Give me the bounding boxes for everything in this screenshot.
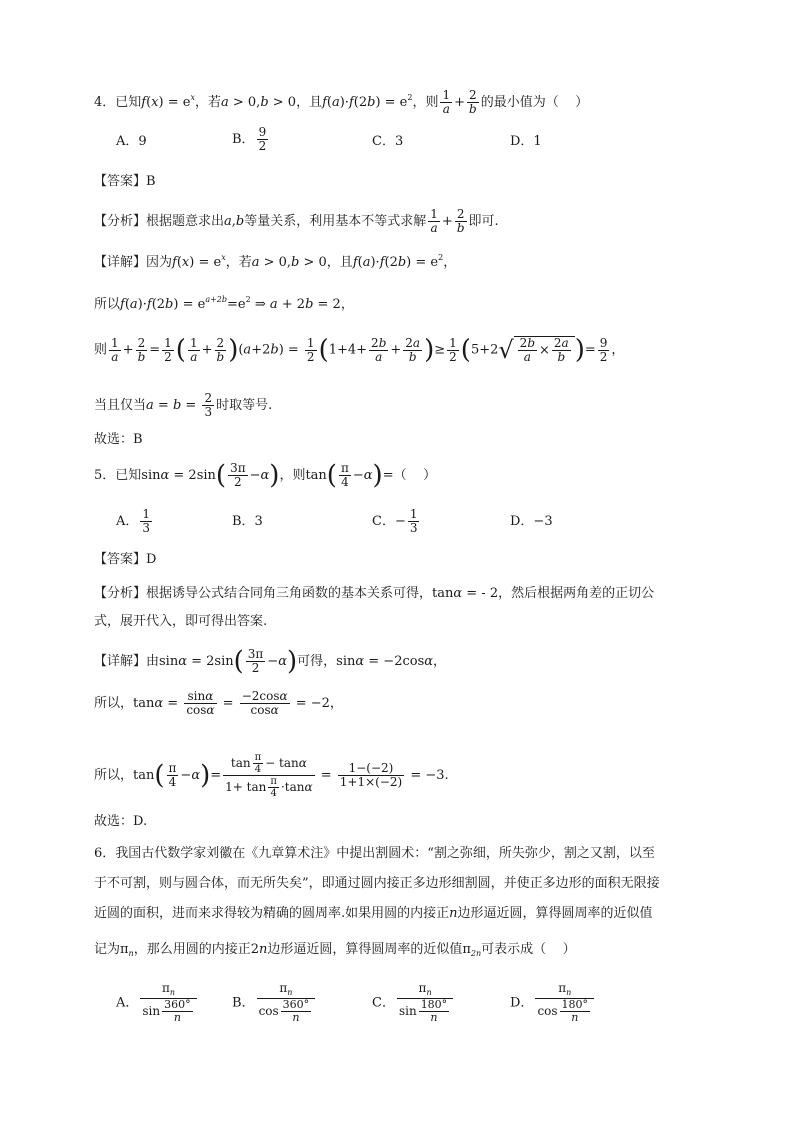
q4-stem: 4．已知$f(x) = e^x$，若a > 0,b > 0，且$f(a)\cdot f(2b) = e^2$，则 $\frac{1}{a}$ + $\frac{2}{b}$ 的最小值为（ ） bbox=[94, 87, 589, 116]
q6-option-b: B． $\pi_n$ cos $\frac{360^\circ}{n}$ bbox=[232, 982, 317, 1024]
q6-line-4: 记为$\pi_n$，那么用圆的内接正2n边形逼近圆，算得圆周率的近似值$\pi_{2n}$可表示成（ ） bbox=[94, 942, 576, 958]
q4-option-c: C．3 bbox=[372, 134, 404, 149]
q5-option-d: D．−3 bbox=[510, 514, 553, 529]
q5-option-a: A． $\frac{1}{3}$ bbox=[116, 507, 151, 536]
q4-answer: 【答案】B bbox=[94, 174, 156, 189]
q4-detail-1: 【详解】因为$f(x) = e^x$，若a > 0,b > 0，且$f(a)\cdot f(2b) = e^2$， bbox=[94, 253, 457, 270]
q6-option-c: C． $\pi_n$ sin $\frac{180^\circ}{n}$ bbox=[372, 982, 455, 1024]
q6-line-1: 6．我国古代数学家刘徽在《九章算术注》中提出割圆术：“割之弥细，所失弥少，割之又割，以至 bbox=[94, 846, 655, 861]
q5-option-c: C．− $\frac{1}{3}$ bbox=[372, 507, 418, 536]
q5-option-b: B．3 bbox=[232, 514, 263, 529]
q6-option-a: A． $\pi_n$ sin $\frac{360^\circ}{n}$ bbox=[116, 982, 199, 1024]
q6-line-3: 近圆的面积，进而来求得较为精确的圆周率.如果用圆的内接正n边形逼近圆，算得圆周率的近似值 bbox=[94, 906, 653, 921]
q6-option-d: D． $\pi_n$ cos $\frac{180^\circ}{n}$ bbox=[510, 982, 596, 1024]
q4-option-b: B． $\frac{9}{2}$ bbox=[232, 125, 267, 154]
q5-choice: 故选：D. bbox=[94, 814, 148, 829]
q5-stem: 5．已知sinα = 2sin( $\frac{3\pi}{2}$ −α)，则tan( $\frac{\pi}{4}$ −α)=（ ） bbox=[94, 460, 437, 491]
q5-detail-1: 【详解】由sinα = 2sin( $\frac{3\pi}{2}$ −α)可得，sinα = −2cosα， bbox=[94, 646, 447, 677]
q4-detail-4: 当且仅当a = b = $\frac{2}{3}$ 时取等号. bbox=[94, 391, 273, 420]
q5-answer: 【答案】D bbox=[94, 552, 157, 567]
q4-option-a: A．9 bbox=[116, 134, 147, 149]
q6-line-2: 于不可割，则与圆合体，而无所失矣”，即通过圆内接正多边形细割圆，并使正多边形的面积无限接 bbox=[94, 876, 660, 891]
q5-detail-2: 所以，tanα = $\frac{\sin\alpha}{\cos\alpha}$ = $\frac{-2\cos\alpha}{\cos\alpha}$ = −2， bbox=[94, 689, 343, 718]
q4-detail-3: 则 $\frac{1}{a}$ + $\frac{2}{b}$ = $\frac{1}{2}$ ( $\frac{1}{a}$ + $\frac{2}{b}$ )(a+2b) = $\frac{1}{2}$ (1+4+ $\frac{2b}{a}$ + $\frac{2a}{b}$ )≥ $\frac{1}{2}$ (5+2√ $\frac{2b}{a}$ × $\frac{2a}{b}$ )= $\frac{9}{2}$ ， bbox=[94, 335, 625, 366]
q4-detail-2: 所以$f(a)\cdot f(2b) = e^{a+2b}=e^2$ ⇒ a + 2b = 2， bbox=[94, 295, 354, 312]
q4-option-d: D．1 bbox=[510, 134, 542, 149]
q4-choice: 故选：B bbox=[94, 432, 143, 447]
q5-analysis-1: 【分析】根据诱导公式结合同角三角函数的基本关系可得，tanα = - 2，然后根据两角差的正切公 bbox=[94, 586, 655, 601]
q5-analysis-2: 式，展开代入，即可得出答案. bbox=[94, 614, 268, 629]
q5-detail-3: 所以，tan( $\frac{\pi}{4}$ −α)= tan $\frac{\pi}{4}$ − tanα 1+ tan $\frac{\pi}{4}$ ·tanα = $\frac{1-(-2)}{1+1\times(-2)}$ = −3. bbox=[94, 752, 449, 799]
q4-analysis: 【分析】根据题意求出a,b等量关系，利用基本不等式求解 $\frac{1}{a}$ + $\frac{2}{b}$ 即可. bbox=[94, 207, 499, 236]
